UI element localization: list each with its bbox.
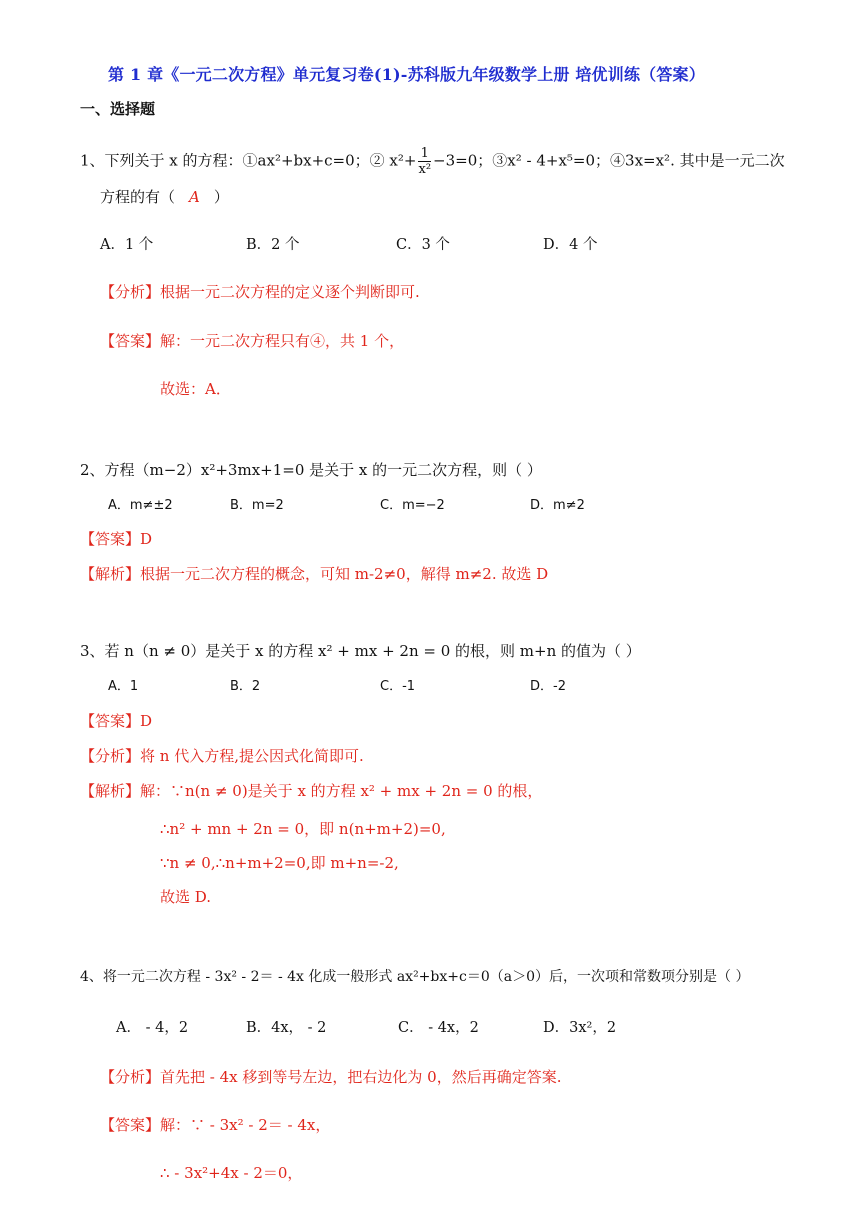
q1-fraction [418,146,431,177]
q3-option-d: D．-2 [530,679,566,694]
q1-stem-close: ） [213,188,229,206]
question-3-stem: 3、若 n（n ≠ 0）是关于 x 的方程 x² + mx + 2n = 0 的根，则 m+n 的值为（ ） [80,642,641,660]
q3-solution-line4: 故选 D. [160,888,212,906]
q3-option-c: C．-1 [380,679,416,694]
q1-stem-part-b: −3=0；③x² - 4+x⁵=0；④3x=x². 其中是一元二次 [433,151,785,170]
question-1-stem [80,146,785,177]
q1-option-c: C．3 个 [396,237,450,253]
q2-option-a: A．m≠±2 [108,498,173,513]
q1-stem-part-a: 1、下列关于 x 的方程：①ax²+bx+c=0；② x²+ [80,151,417,170]
q3-solution-line3: ∵n ≠ 0,∴n+m+2=0,即 m+n=-2, [160,854,399,872]
q1-answer-mark: A [189,188,200,206]
q1-option-a: A．1 个 [100,237,154,253]
q3-option-a: A．1 [108,679,139,694]
q4-option-a: A． - 4，2 [116,1020,189,1036]
question-4-stem: 4、将一元二次方程 - 3x² - 2＝ - 4x 化成一般形式 ax²+bx+c＝0（a＞0）后，一次项和常数项分别是（ ） [80,969,750,985]
q1-fraction-denominator: x² [418,162,432,177]
q4-option-c: C． - 4x，2 [398,1020,479,1036]
q1-analysis: 【分析】根据一元二次方程的定义逐个判断即可. [100,283,420,301]
q4-option-d: D．3x²，2 [543,1020,617,1036]
q1-option-d: D．4 个 [543,237,598,253]
q4-option-b: B．4x， - 2 [246,1020,327,1036]
q3-option-b: B．2 [230,679,261,694]
q2-option-d: D．m≠2 [530,498,585,513]
q1-option-b: B．2 个 [246,237,300,253]
q4-step: ∴ - 3x²+4x - 2＝0， [160,1164,303,1182]
q3-solution-line1: 【解析】解：∵n(n ≠ 0)是关于 x 的方程 x² + mx + 2n = 0 的根， [80,782,543,800]
q1-answer: 【答案】解：一元二次方程只有④，共 1 个， [100,332,405,350]
q2-answer: 【答案】D [80,530,153,548]
q2-option-b: B．m=2 [230,498,284,513]
question-1-line2 [100,186,229,207]
q1-fraction-numerator: 1 [418,146,431,162]
q3-answer: 【答案】D [80,712,153,730]
q2-analysis: 【解析】根据一元二次方程的概念，可知 m-2≠0，解得 m≠2. 故选 D [80,565,549,583]
question-2-stem: 2、方程（m−2）x²+3mx+1=0 是关于 x 的一元二次方程，则（ ） [80,461,542,479]
q3-analysis: 【分析】将 n 代入方程,提公因式化简即可. [80,747,364,765]
q1-conclusion: 故选：A． [160,380,231,398]
q2-option-c: C．m=−2 [380,498,445,513]
section-heading: 一、选择题 [80,100,156,118]
q3-solution-line2: ∴n² + mn + 2n = 0，即 n(n+m+2)=0, [160,820,446,838]
q4-analysis: 【分析】首先把 - 4x 移到等号左边，把右边化为 0，然后再确定答案. [100,1068,562,1086]
q4-answer: 【答案】解：∵ - 3x² - 2＝ - 4x， [100,1116,331,1134]
page-title: 第 1 章《一元二次方程》单元复习卷(1)-苏科版九年级数学上册 培优训练（答案） [108,65,705,84]
q1-stem-line2: 方程的有（ [100,188,176,206]
